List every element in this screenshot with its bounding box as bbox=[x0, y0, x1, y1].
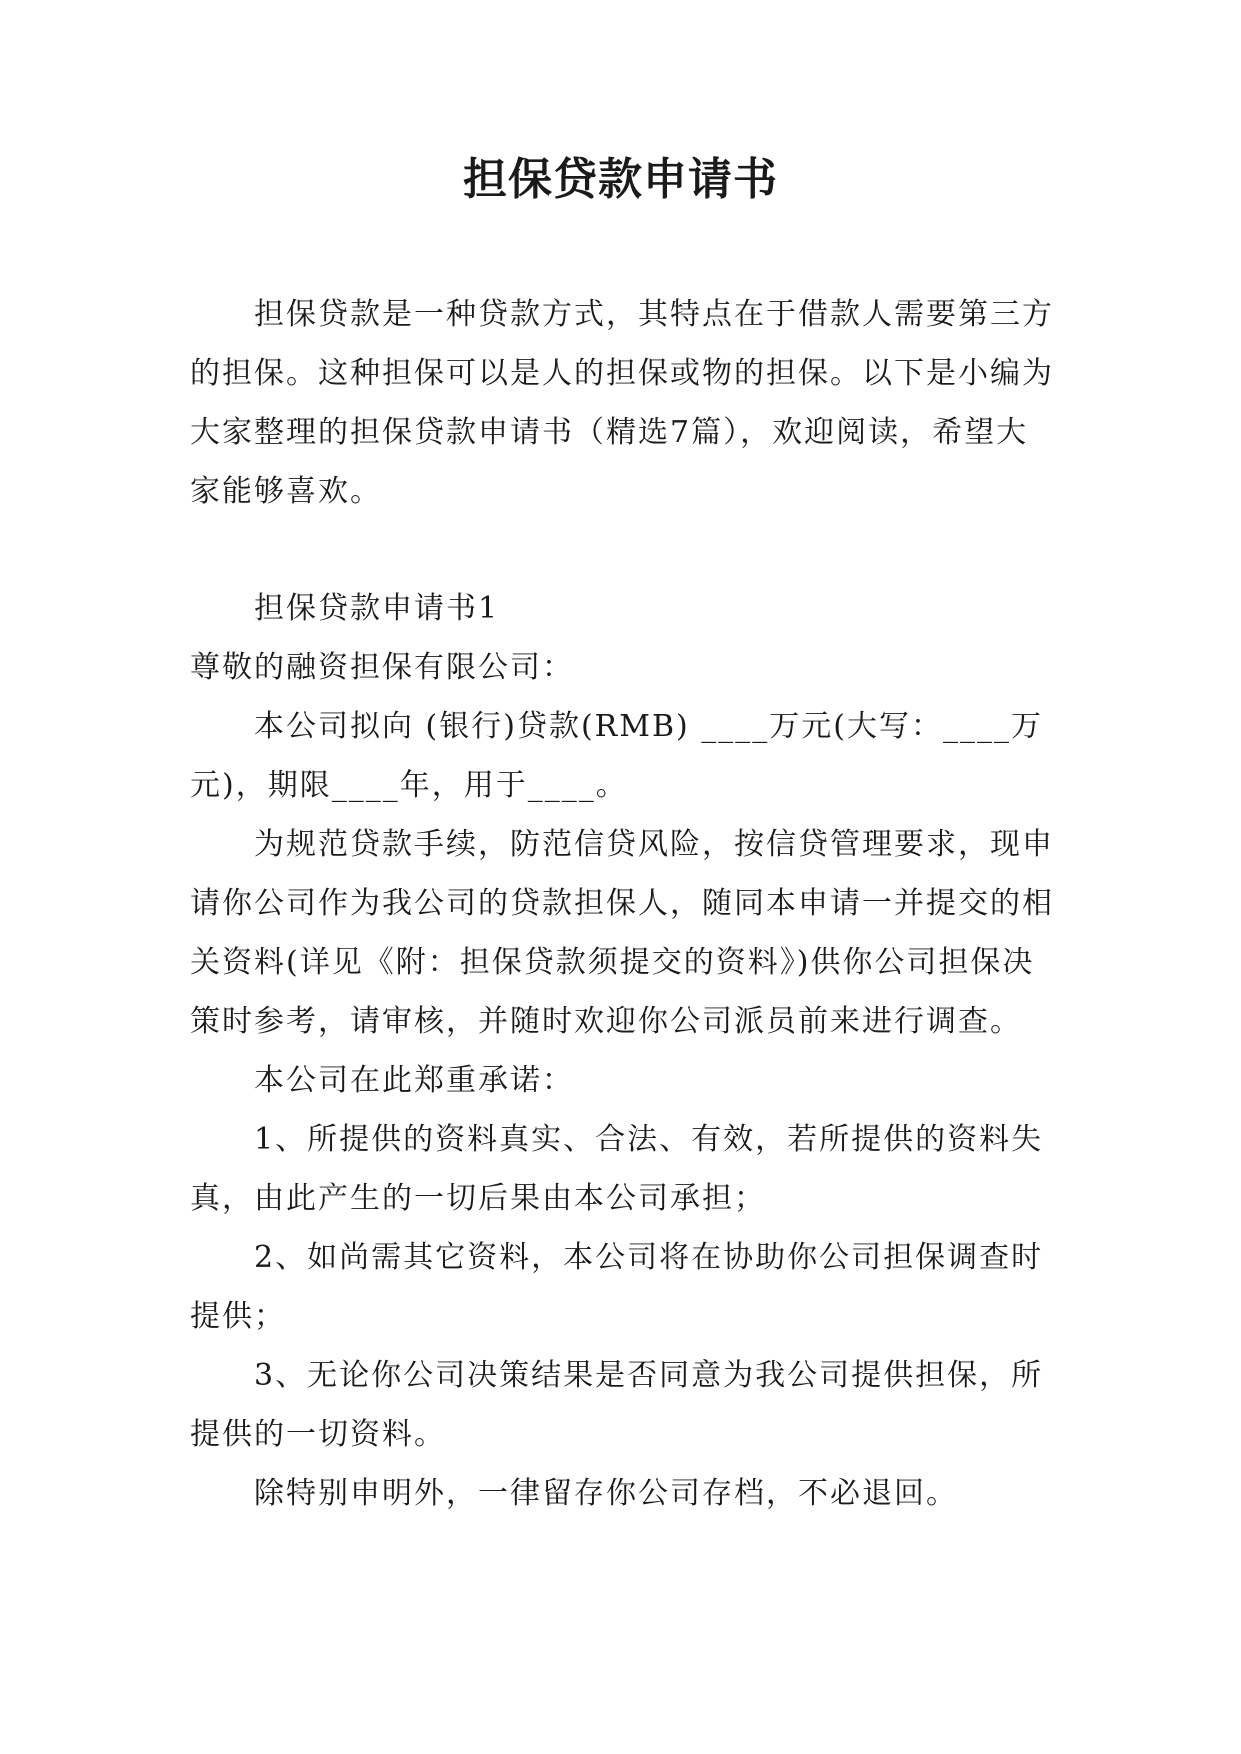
body-paragraph-guarantee-request: 为规范贷款手续，防范信贷风险，按信贷管理要求，现申请你公司作为我公司的贷款担保人，随同本申请一并提交的相关资料(详见《附：担保贷款须提交的资料》)供你公司担保决策时参考，请审核，并随时欢迎你公司派员前来进行调查。 bbox=[190, 827, 1054, 1039]
body-paragraph-commitment-heading: 本公司在此郑重承诺： bbox=[254, 1063, 574, 1098]
intro-paragraph: 担保贷款是一种贷款方式，其特点在于借款人需要第三方的担保。这种担保可以是人的担保或物的担保。以下是小编为大家整理的担保贷款申请书（精选7篇），欢迎阅读，希望大家能够喜欢。 bbox=[190, 297, 1054, 509]
body-paragraph-loan-request: 本公司拟向 (银行)贷款(RMB) ____万元(大写：____万元)，期限____年，用于____。 bbox=[190, 709, 1043, 803]
body-paragraph-retention: 除特别申明外，一律留存你公司存档，不必退回。 bbox=[254, 1476, 958, 1511]
document-title: 担保贷款申请书 bbox=[463, 154, 778, 205]
paragraph-spacer bbox=[190, 521, 1055, 579]
section-title: 担保贷款申请书1 bbox=[254, 591, 500, 626]
commitment-item-2: 2、如尚需其它资料，本公司将在协助你公司担保调查时提供； bbox=[190, 1240, 1044, 1334]
document-body bbox=[190, 285, 1055, 1523]
salutation: 尊敬的融资担保有限公司： bbox=[190, 650, 574, 685]
commitment-item-1: 1、所提供的资料真实、合法、有效，若所提供的资料失真，由此产生的一切后果由本公司承担； bbox=[190, 1122, 1044, 1216]
commitment-item-3: 3、无论你公司决策结果是否同意为我公司提供担保，所提供的一切资料。 bbox=[190, 1358, 1044, 1452]
